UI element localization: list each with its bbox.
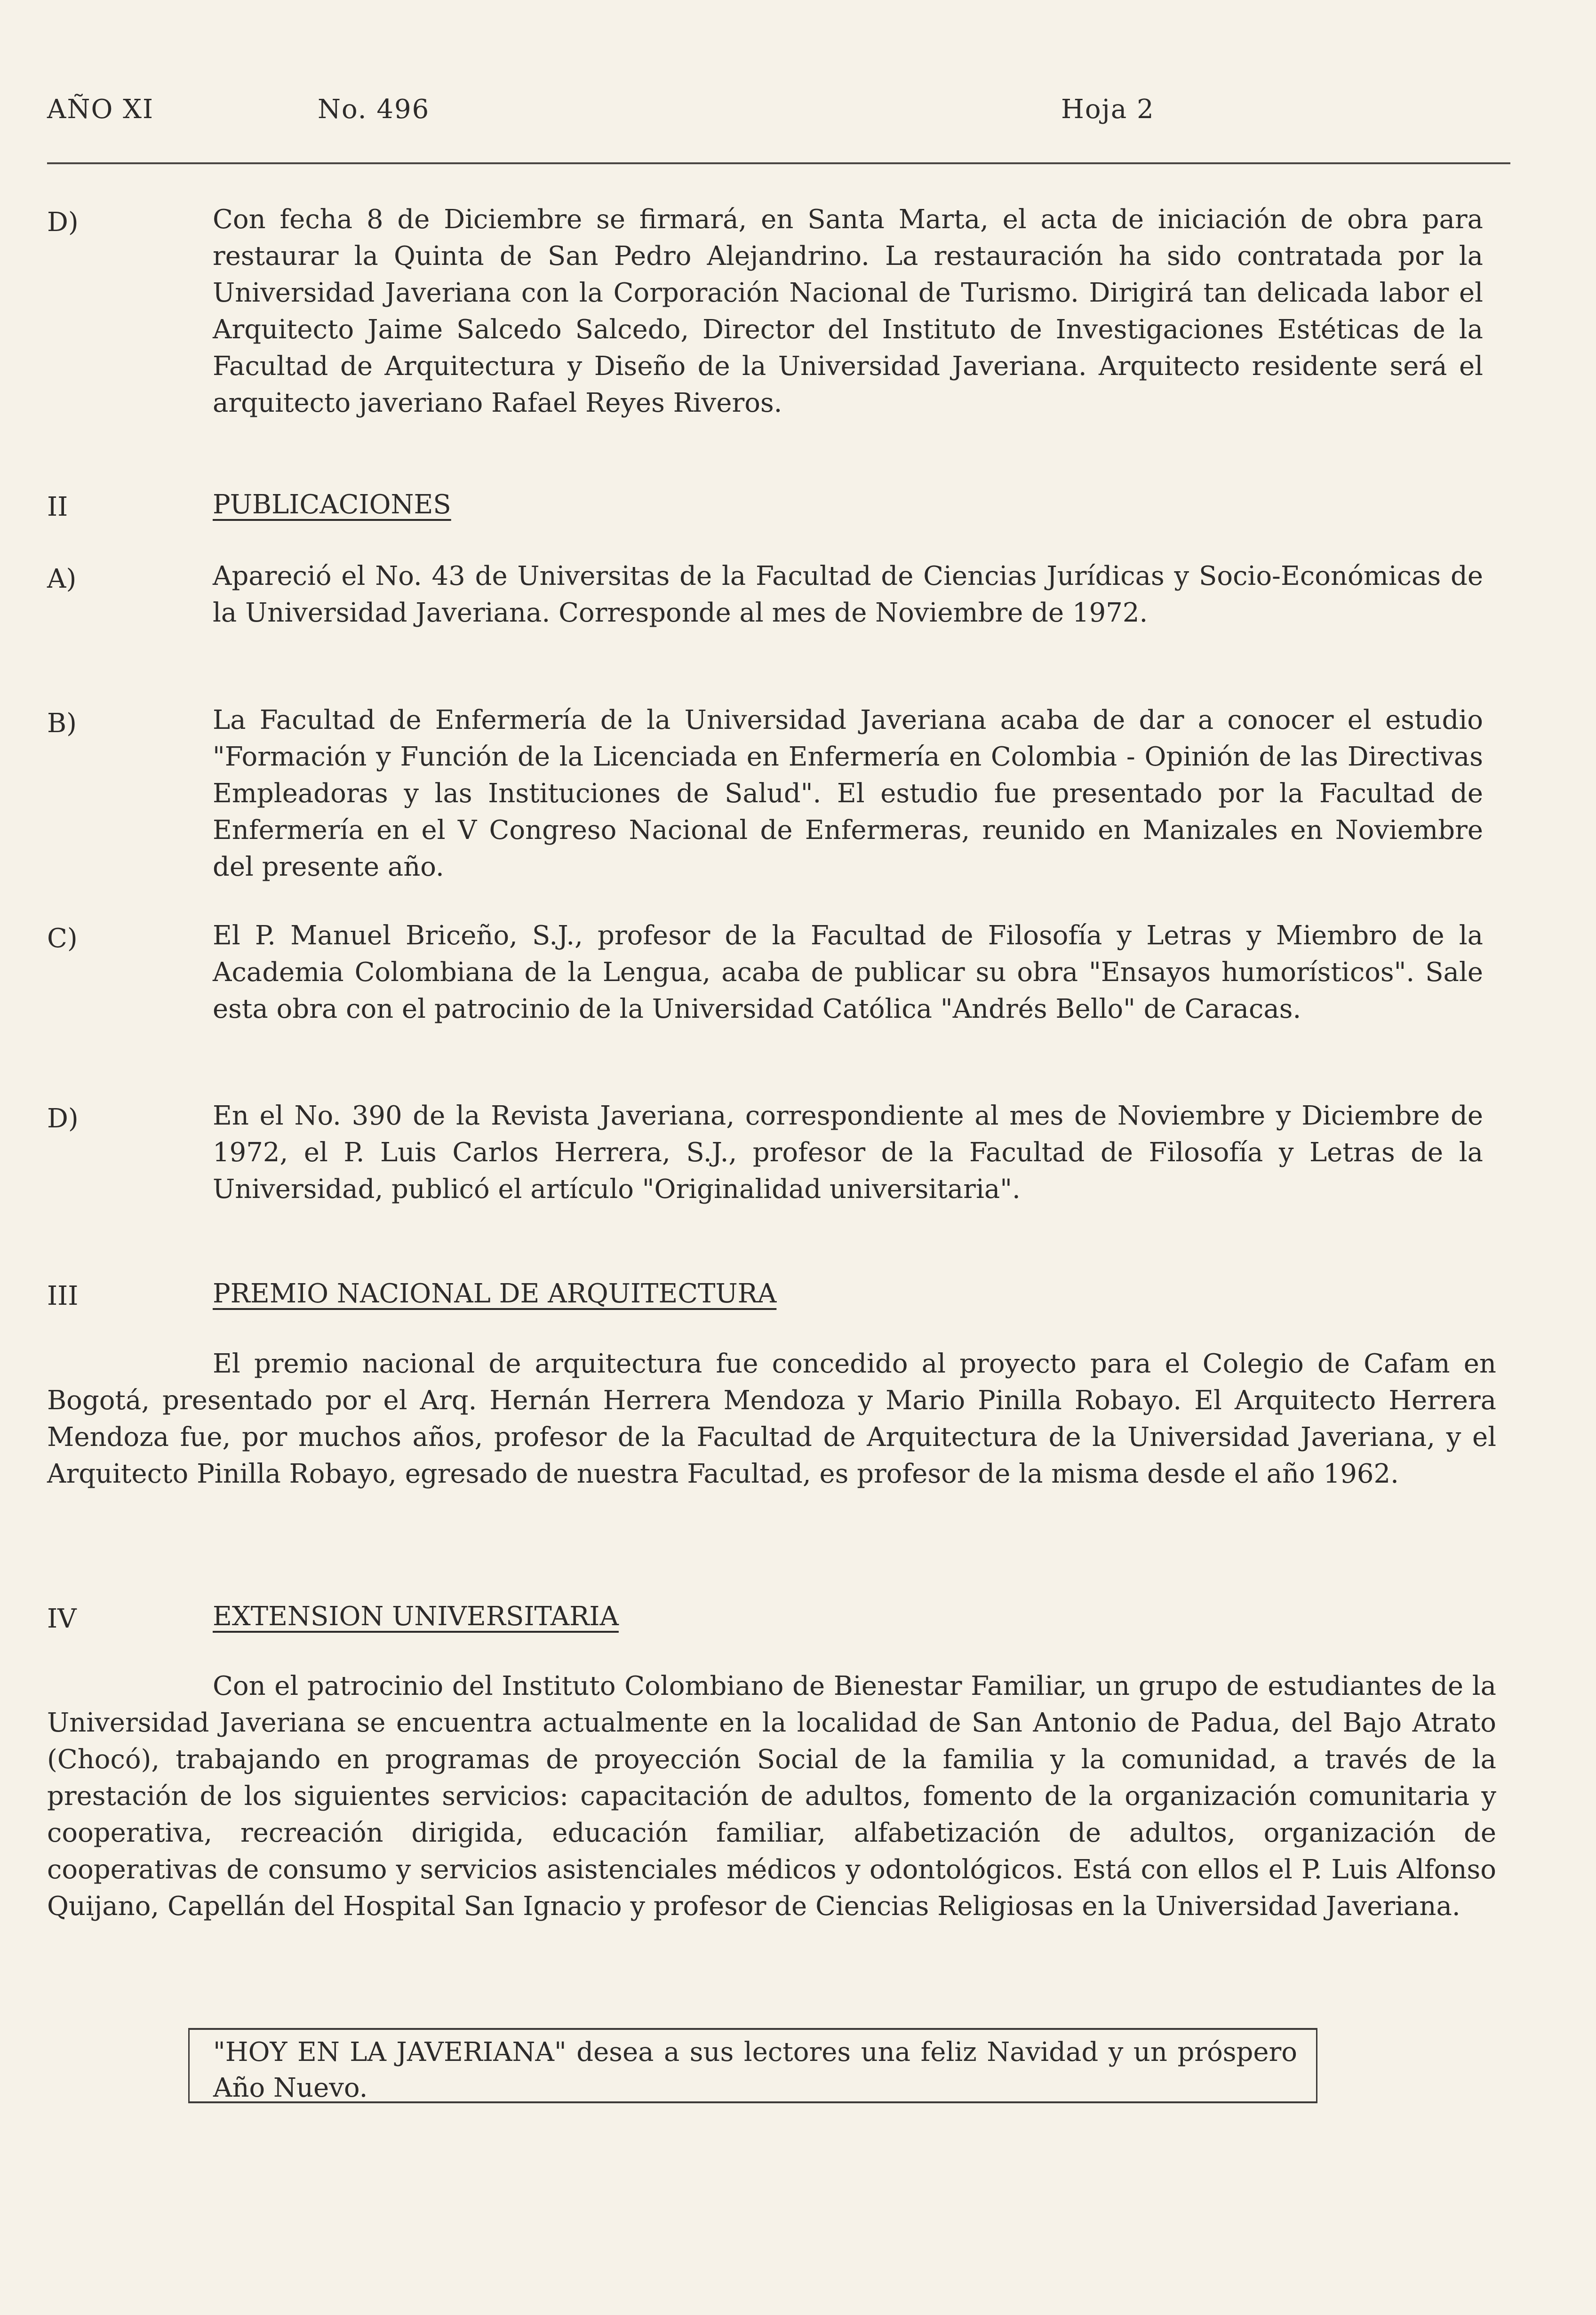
item-label-a: A) xyxy=(47,564,77,594)
section-label-iii: III xyxy=(47,1281,79,1311)
item-label-b: B) xyxy=(47,708,77,739)
greeting-box xyxy=(188,2028,1317,2103)
section-text-extension: Con el patrocinio del Instituto Colombiano de Bienestar Familiar, un grupo de estudiantes de la Universidad Javeriana se encuentra actualmente en la localidad de San Antonio de Padua, del Bajo Atrato (Chocó), trabajando en programas de proyección Social de la familia y la comunidad, a través de la prestación de los siguientes servicios: capacitación de adultos, fomento de la organización comunitaria y cooperativa, recreación dirigida, educación familiar, alfabetización de adultos, organización de cooperativas de consumo y servicios asistenciales médicos y odontológicos. Está con ellos el P. Luis Alfonso Quijano, Capellán del Hospital San Ignacio y profesor de Ciencias Religiosas en la Universidad Javeriana. xyxy=(47,1671,1496,1922)
item-label-d1: D) xyxy=(47,207,79,238)
section-text-premio: El premio nacional de arquitectura fue concedido al proyecto para el Colegio de Cafam en Bogotá, presentado por el Arq. Hernán Herrera Mendoza y Mario Pinilla Robayo. El Arquitecto Herrera Mendoza fue, por muchos años, profesor de la Facultad de Arquitectura de la Universidad Javeriana, y el Arquitecto Pinilla Robayo, egresado de nuestra Facultad, es profesor de la misma desde el año 1962. xyxy=(47,1349,1496,1489)
section-label-iv: IV xyxy=(47,1604,77,1634)
item-label-c: C) xyxy=(47,923,78,954)
header-year: AÑO XI xyxy=(47,94,154,125)
section-heading-premio: PREMIO NACIONAL DE ARQUITECTURA xyxy=(213,1278,777,1309)
header-number: No. 496 xyxy=(318,94,430,125)
section-label-ii: II xyxy=(47,492,68,522)
item-text-b: La Facultad de Enfermería de la Universidad Javeriana acaba de dar a conocer el estudio "Formación y Función de la Licenciada en Enfermería en Colombia - Opinión de las Directivas Empleadoras y las Instituciones de Salud". El estudio fue presentado por la Facultad de Enfermería en el V Congreso Nacional de Enfermeras, reunido en Manizales en Noviembre del presente año. xyxy=(213,705,1483,882)
section-heading-extension: EXTENSION UNIVERSITARIA xyxy=(213,1601,619,1632)
header-divider xyxy=(47,162,1510,164)
item-text-a: Apareció el No. 43 de Universitas de la Facultad de Ciencias Jurídicas y Socio-Económicas de la Universidad Javeriana. Corresponde al mes de Noviembre de 1972. xyxy=(213,561,1483,628)
item-label-d2: D) xyxy=(47,1103,79,1134)
greeting-text: "HOY EN LA JAVERIANA" desea a sus lectores una feliz Navidad y un próspero Año Nuevo. xyxy=(213,2037,1297,2103)
header-sheet: Hoja 2 xyxy=(1061,94,1155,125)
item-text-d1: Con fecha 8 de Diciembre se firmará, en Santa Marta, el acta de iniciación de obra para restaurar la Quinta de San Pedro Alejandrino. La restauración ha sido contratada por la Universidad Javeriana con la Corporación Nacional de Turismo. Dirigirá tan delicada labor el Arquitecto Jaime Salcedo Salcedo, Director del Instituto de Investigaciones Estéticas de la Facultad de Arquitectura y Diseño de la Universidad Javeriana. Arquitecto residente será el arquitecto javeriano Rafael Reyes Riveros. xyxy=(213,204,1483,418)
item-text-d2: En el No. 390 de la Revista Javeriana, correspondiente al mes de Noviembre y Diciembre de 1972, el P. Luis Carlos Herrera, S.J., profesor de la Facultad de Filosofía y Letras de la Universidad, publicó el artículo "Originalidad universitaria". xyxy=(213,1101,1483,1205)
item-text-c: El P. Manuel Briceño, S.J., profesor de la Facultad de Filosofía y Letras y Miembro de la Academia Colombiana de la Lengua, acaba de publicar su obra "Ensayos humorísticos". Sale esta obra con el patrocinio de la Universidad Católica "Andrés Bello" de Caracas. xyxy=(213,920,1483,1024)
section-heading-publicaciones: PUBLICACIONES xyxy=(213,489,451,520)
